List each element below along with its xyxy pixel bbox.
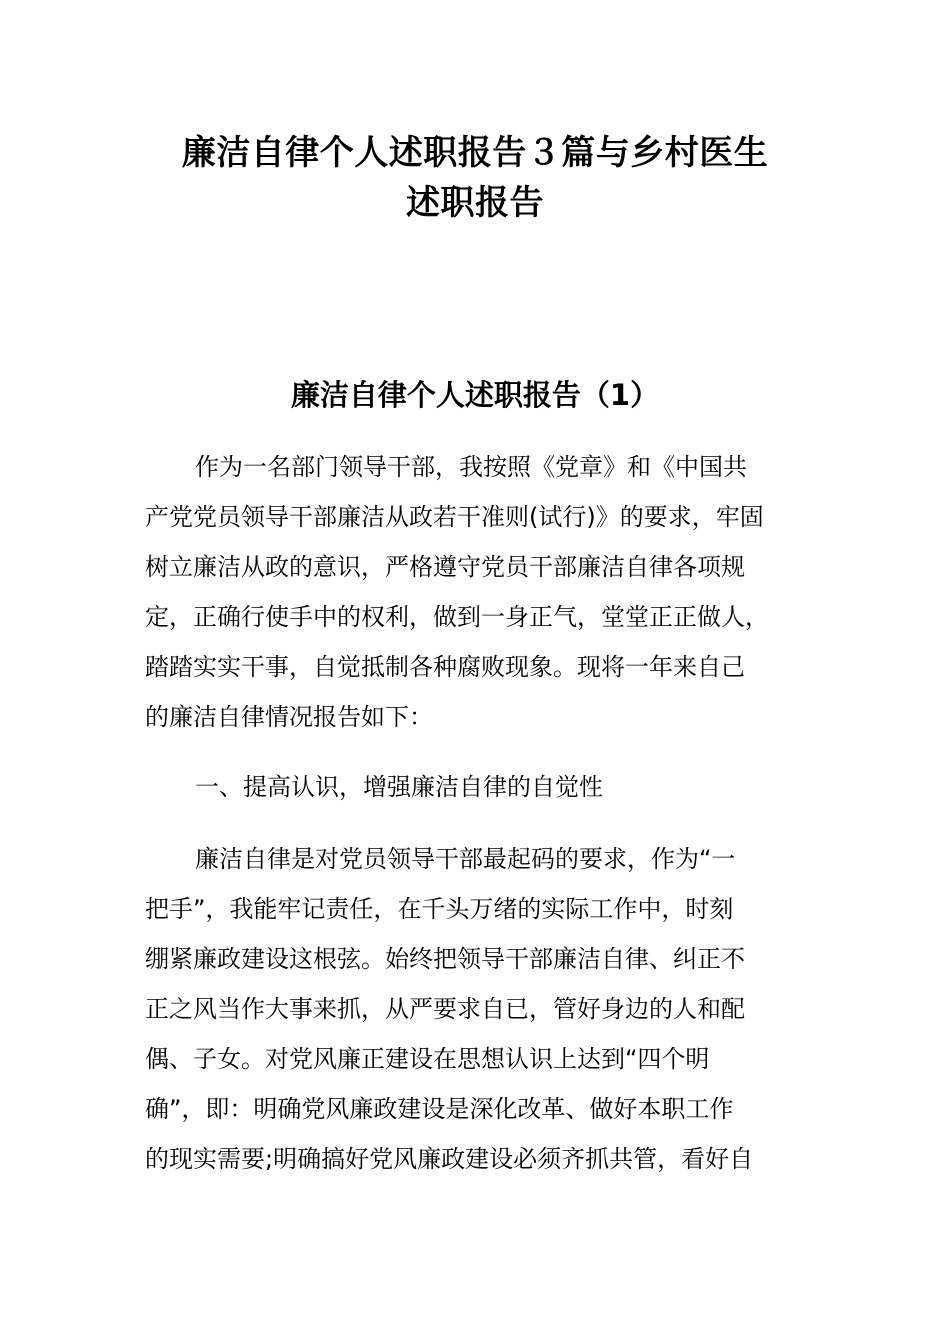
paragraph-2-line-3: 绷紧廉政建设这根弦。始终把领导干部廉洁自律、纠正不 <box>145 945 745 973</box>
paragraph-2-line-7: 的现实需要;明确搞好党风廉政建设必须齐抓共管，看好自 <box>145 1145 754 1173</box>
paragraph-1-line-6: 的廉洁自律情况报告如下： <box>145 703 433 731</box>
document-title-line-1: 廉洁自律个人述职报告３篇与乡村医生 <box>181 133 769 173</box>
paragraph-1-line-3: 树立廉洁从政的意识，严格遵守党员干部廉洁自律各项规 <box>145 553 745 581</box>
paragraph-1-line-2: 产党党员领导干部廉洁从政若干准则(试行)》的要求，牢固 <box>145 503 764 531</box>
paragraph-1-line-4: 定，正确行使手中的权利，做到一身正气，堂堂正正做人， <box>145 603 769 631</box>
paragraph-1-line-1: 作为一名部门领导干部，我按照《党章》和《中国共 <box>195 453 747 481</box>
paragraph-2-line-1: 廉洁自律是对党员领导干部最起码的要求，作为“一 <box>195 845 736 873</box>
document-title-line-2: 述职报告 <box>406 183 544 223</box>
paragraph-1-line-5: 踏踏实实干事，自觉抵制各种腐败现象。现将一年来自己 <box>145 653 745 681</box>
paragraph-2-line-5: 偶、子女。对党风廉正建设在思想认识上达到“四个明 <box>145 1045 710 1073</box>
paragraph-2-line-6: 确”，即：明确党风廉政建设是深化改革、做好本职工作 <box>145 1095 734 1123</box>
paragraph-2-line-4: 正之风当作大事来抓，从严要求自已，管好身边的人和配 <box>145 995 745 1023</box>
section-heading: 廉洁自律个人述职报告（1） <box>290 378 660 412</box>
subheading-1: 一、提高认识，增强廉洁自律的自觉性 <box>195 773 603 801</box>
paragraph-2-line-2: 把手”，我能牢记责任，在千头万绪的实际工作中，时刻 <box>145 895 734 923</box>
